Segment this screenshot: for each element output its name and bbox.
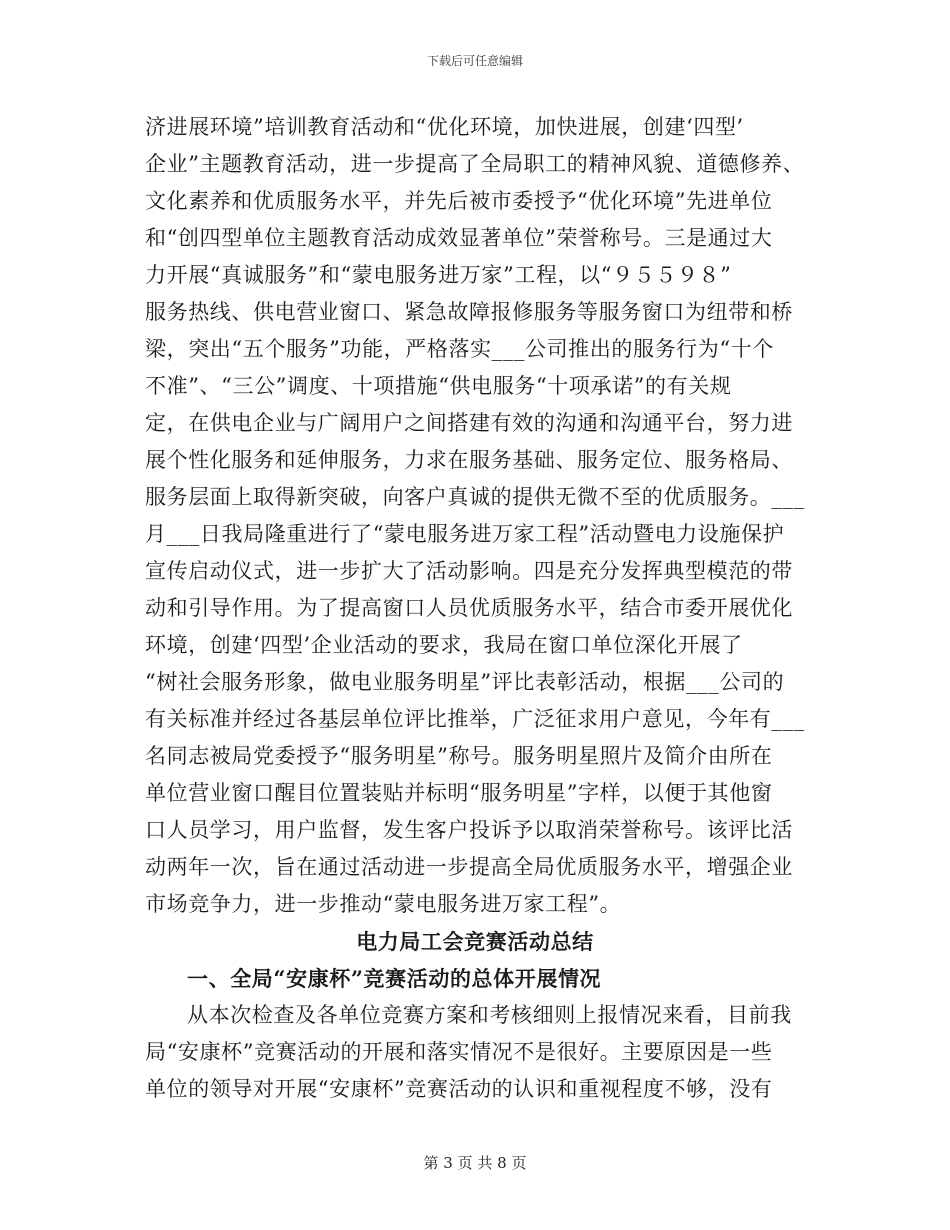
document-body bbox=[145, 109, 805, 1108]
body-line: 单位营业窗口醒目位置装贴并标明“服务明星”字样，以便于其他窗 bbox=[145, 781, 773, 805]
body-line: 从本次检查及各单位竞赛方案和考核细则上报情况来看，目前我 bbox=[187, 1003, 792, 1027]
body-line: 服务热线、供电营业窗口、紧急故障报修服务等服务窗口为纽带和桥 bbox=[145, 300, 793, 324]
body-line: 企业”主题教育活动，进一步提高了全局职工的精神风貌、道德修养、 bbox=[145, 152, 805, 176]
body-line: 展个性化服务和延伸服务，力求在服务基础、服务定位、服务格局、 bbox=[145, 448, 793, 472]
body-line: 月___日我局隆重进行了“蒙电服务进万家工程”活动暨电力设施保护 bbox=[145, 522, 785, 546]
body-line: 和“创四型单位主题教育活动成效显著单位”荣誉称号。三是通过大 bbox=[145, 226, 773, 250]
section-heading: 一、全局“安康杯”竞赛活动的总体开展情况 bbox=[187, 966, 602, 991]
body-line: 名同志被局党委授予“服务明星”称号。服务明星照片及简介由所在 bbox=[145, 744, 773, 768]
body-line: 定，在供电企业与广阔用户之间搭建有效的沟通和沟通平台，努力进 bbox=[145, 411, 793, 435]
body-line: 口人员学习，用户监督，发生客户投诉予以取消荣誉称号。该评比活 bbox=[145, 818, 793, 842]
body-line: 梁，突出“五个服务”功能，严格落实___公司推出的服务行为“十个 bbox=[145, 337, 774, 361]
body-line: 市场竞争力，进一步推动“蒙电服务进万家工程”。 bbox=[145, 892, 622, 916]
body-line: “树社会服务形象，做电业服务明星”评比表彰活动，根据___公司的 bbox=[145, 670, 785, 694]
body-line: 服务层面上取得新突破，向客户真诚的提供无微不至的优质服务。___ bbox=[145, 485, 805, 509]
document-title: 电力局工会竞赛活动总结 bbox=[356, 929, 594, 954]
body-line: 有关标准并经过各基层单位评比推举，广泛征求用户意见，今年有___ bbox=[145, 707, 805, 731]
body-line: 不准”、“三公”调度、十项措施“供电服务“十项承诺”的有关规 bbox=[145, 374, 732, 398]
body-line: 力开展“真诚服务”和“蒙电服务进万家”工程，以“９５５９８” bbox=[145, 263, 732, 287]
page-footer: 第 3 页 共 8 页 bbox=[423, 1154, 527, 1172]
body-line: 济进展环境”培训教育活动和“优化环境，加快进展，创建‘四型’ bbox=[145, 115, 744, 139]
body-line: 局“安康杯”竞赛活动的开展和落实情况不是很好。主要原因是一些 bbox=[145, 1040, 773, 1064]
body-line: 环境，创建‘四型’企业活动的要求，我局在窗口单位深化开展了 bbox=[145, 633, 743, 657]
page-header: 下载后可任意编辑 bbox=[426, 54, 523, 68]
body-line: 动和引导作用。为了提高窗口人员优质服务水平，结合市委开展优化 bbox=[145, 596, 793, 620]
body-line: 动两年一次，旨在通过活动进一步提高全局优质服务水平，增强企业 bbox=[145, 855, 793, 879]
body-line: 单位的领导对开展“安康杯”竞赛活动的认识和重视程度不够，没有 bbox=[145, 1077, 773, 1101]
body-line: 文化素养和优质服务水平，并先后被市委授予“优化环境”先进单位 bbox=[145, 189, 773, 213]
body-line: 宣传启动仪式，进一步扩大了活动影响。四是充分发挥典型模范的带 bbox=[145, 559, 793, 583]
